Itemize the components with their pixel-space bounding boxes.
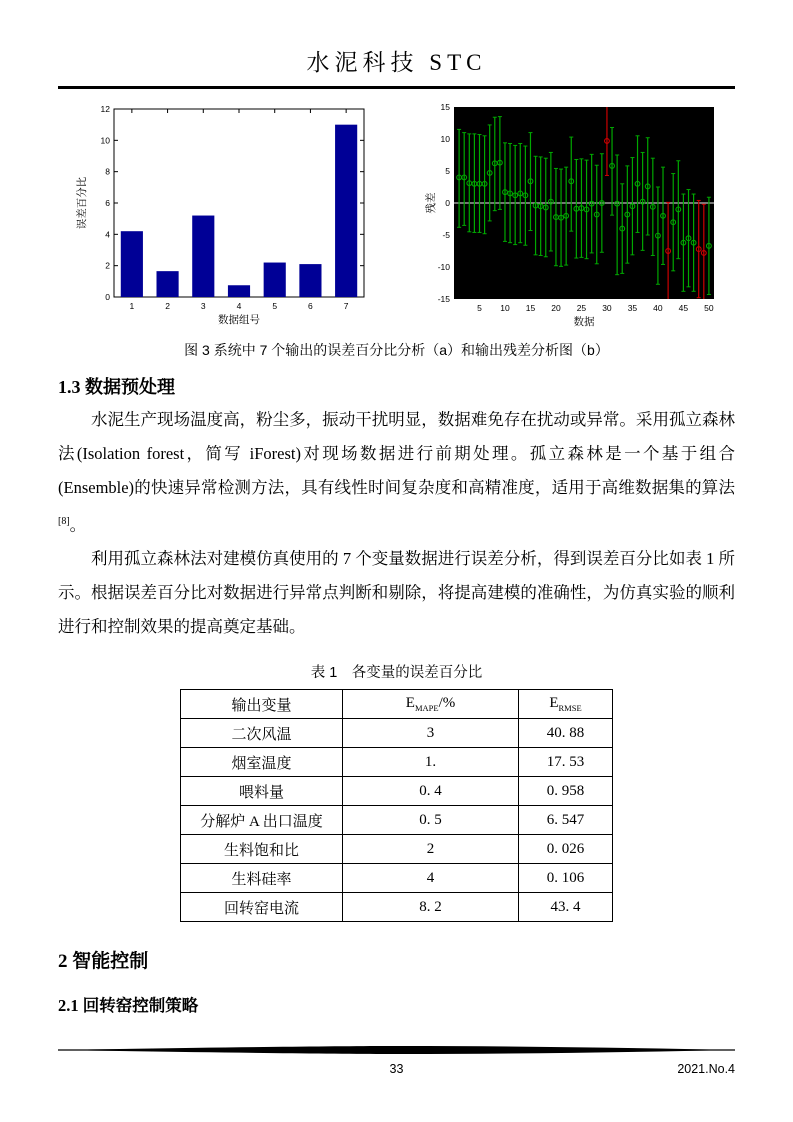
error-percentage-bar-chart <box>74 101 372 331</box>
bar-5 <box>264 262 286 296</box>
svg-text:-10: -10 <box>437 261 450 272</box>
svg-text:6: 6 <box>308 300 313 311</box>
page-footer <box>58 1042 735 1080</box>
table-cell: 回转窑电流 <box>181 893 343 922</box>
svg-text:10: 10 <box>500 302 510 313</box>
svg-text:5: 5 <box>272 300 278 311</box>
citation-ref-8: [8] <box>58 515 70 527</box>
table-cell: 生料硅率 <box>181 864 343 893</box>
svg-text:1: 1 <box>129 300 135 311</box>
table-cell: 0. 4 <box>343 777 519 806</box>
svg-text:30: 30 <box>602 302 612 313</box>
table-cell: 0. 106 <box>519 864 613 893</box>
errorbar-chart-svg <box>424 101 732 331</box>
svg-text:误差百分比: 误差百分比 <box>76 176 88 229</box>
paragraph-preprocessing <box>58 403 735 543</box>
table-cell: 分解炉 A 出口温度 <box>181 806 343 835</box>
journal-title: 水泥科技 STC <box>306 50 487 75</box>
table-row <box>181 893 613 922</box>
svg-text:25: 25 <box>576 302 587 313</box>
svg-text:4: 4 <box>105 228 110 239</box>
svg-text:20: 20 <box>551 302 561 313</box>
table-cell: 生料饱和比 <box>181 835 343 864</box>
svg-text:-15: -15 <box>437 293 450 304</box>
table-cell: 1. <box>343 748 519 777</box>
section-1-3-heading: 1.3 数据预处理 <box>58 376 175 397</box>
svg-text:5: 5 <box>477 302 482 313</box>
table-header-row <box>181 690 613 719</box>
section-2-1-heading: 2.1 回转窑控制策略 <box>58 996 199 1015</box>
table-row <box>181 864 613 893</box>
table-cell: 0. 958 <box>519 777 613 806</box>
emape-sub: MAPE <box>414 703 439 713</box>
table-cell: 0. 026 <box>519 835 613 864</box>
svg-text:7: 7 <box>343 300 349 311</box>
svg-text:10: 10 <box>100 134 110 145</box>
svg-text:8: 8 <box>105 166 110 177</box>
header-divider <box>58 86 735 89</box>
table-cell: 2 <box>343 835 519 864</box>
bar-2 <box>157 271 179 297</box>
svg-text:2: 2 <box>105 260 110 271</box>
table-1-title: 表 1 各变量的误差百分比 <box>310 665 483 681</box>
table-cell: 43. 4 <box>519 893 613 922</box>
svg-text:3: 3 <box>200 300 206 311</box>
svg-text:残差: 残差 <box>425 192 437 213</box>
figure-3 <box>58 101 735 331</box>
table-cell: 4 <box>343 864 519 893</box>
col-header-output-variable: 输出变量 <box>181 690 343 719</box>
col-header-emape <box>343 690 519 719</box>
page-number: 33 <box>389 1062 404 1076</box>
bar-7 <box>335 124 357 296</box>
bar-4 <box>228 285 250 297</box>
svg-text:2: 2 <box>165 300 170 311</box>
table-1 <box>180 689 613 922</box>
svg-text:40: 40 <box>653 302 663 313</box>
table-cell: 烟室温度 <box>181 748 343 777</box>
paragraph-period: 。 <box>69 515 87 534</box>
svg-text:12: 12 <box>100 103 110 114</box>
svg-text:0: 0 <box>105 291 110 302</box>
bar-6 <box>299 264 321 297</box>
table-cell: 二次风温 <box>181 719 343 748</box>
section-2-heading: 2 智能控制 <box>58 951 149 972</box>
table-row <box>181 806 613 835</box>
svg-text:10: 10 <box>440 133 450 144</box>
svg-text:15: 15 <box>440 101 450 112</box>
col-header-ermse <box>519 690 613 719</box>
ermse-sub: RMSE <box>558 703 582 713</box>
svg-text:15: 15 <box>525 302 536 313</box>
table-cell: 3 <box>343 719 519 748</box>
table-row <box>181 719 613 748</box>
emape-base: E <box>405 695 415 711</box>
table-cell: 40. 88 <box>519 719 613 748</box>
paragraph-text: 水泥生产现场温度高，粉尘多，振动干扰明显，数据难免存在扰动或异常。采用孤立森林法(Isolation forest，简写 iForest)对现场数据进行前期处理。孤立森林是一个基于组合(Ensemble)的快速异常检测方法，具有线性时间复杂度和高精准度，适用于高维数据集的算法 <box>58 409 735 497</box>
emape-suffix: /% <box>438 695 456 711</box>
svg-text:数据组号: 数据组号 <box>218 313 260 326</box>
ermse-base: E <box>549 695 559 711</box>
table-row <box>181 748 613 777</box>
paragraph-error-analysis: 利用孤立森林法对建模仿真使用的 7 个变量数据进行误差分析，得到误差百分比如表 1 所示。根据误差百分比对数据进行异常点判断和剔除，将提高建模的准确性，为仿真实验的顺利进行和控制效果的提高奠定基础。 <box>58 549 735 636</box>
table-cell: 8. 2 <box>343 893 519 922</box>
table-cell: 6. 547 <box>519 806 613 835</box>
svg-text:4: 4 <box>236 300 242 311</box>
table-cell: 0. 5 <box>343 806 519 835</box>
bar-3 <box>192 215 214 296</box>
table-row <box>181 835 613 864</box>
table-cell: 喂料量 <box>181 777 343 806</box>
svg-text:50: 50 <box>704 302 714 313</box>
table-cell: 17. 53 <box>519 748 613 777</box>
residual-errorbar-chart <box>424 101 732 331</box>
bar-1 <box>121 231 143 297</box>
footer-decorative-line <box>58 1045 735 1055</box>
table-row <box>181 777 613 806</box>
bar-chart-svg <box>74 101 372 331</box>
svg-text:0: 0 <box>445 197 450 208</box>
figure-caption: 图 3 系统中 7 个输出的误差百分比分析（a）和输出残差分析图（b） <box>184 341 609 358</box>
svg-text:5: 5 <box>445 165 450 176</box>
svg-text:6: 6 <box>105 197 110 208</box>
issue-label: 2021.No.4 <box>677 1062 735 1076</box>
svg-text:45: 45 <box>678 302 689 313</box>
svg-text:-5: -5 <box>442 229 450 240</box>
svg-text:数据: 数据 <box>573 315 595 328</box>
svg-text:35: 35 <box>627 302 638 313</box>
